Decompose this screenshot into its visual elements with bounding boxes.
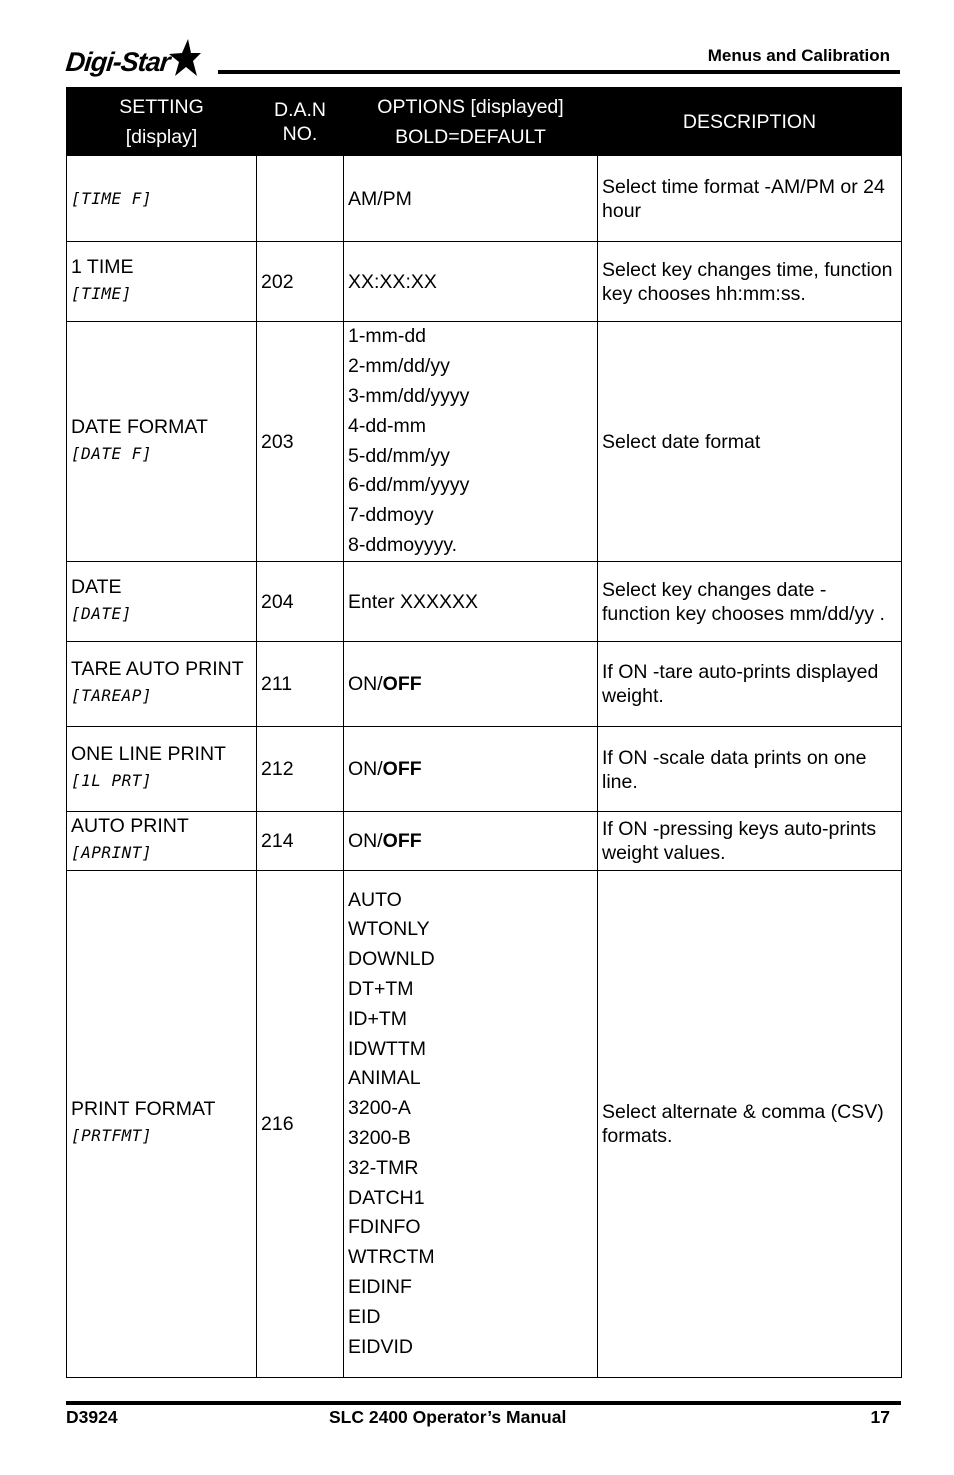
footer-rule <box>66 1401 901 1405</box>
doc-number: D3924 <box>66 1407 118 1427</box>
dan-cell: 216 <box>257 871 344 1378</box>
setting-cell <box>67 322 257 562</box>
description-cell: If ON -scale data prints on one line. <box>598 727 902 812</box>
setting-label: PRINT FORMAT <box>71 1098 216 1120</box>
option-item: DATCH1 <box>348 1186 425 1209</box>
column-header-description: DESCRIPTION <box>598 88 902 156</box>
column-header-setting: SETTING [display] <box>67 88 257 156</box>
option-item: AUTO <box>348 888 402 911</box>
options-cell: XX:XX:XX <box>344 242 598 322</box>
display-code: [TIME] <box>71 283 132 303</box>
options-cell <box>344 322 598 562</box>
star-icon <box>166 38 202 78</box>
default-option: OFF <box>382 673 422 695</box>
display-code: [DATE] <box>71 603 132 623</box>
description-cell: Select key changes time, function key chooses hh:mm:ss. <box>598 242 902 322</box>
setting-cell <box>67 871 257 1378</box>
setting-label: ONE LINE PRINT <box>71 743 226 765</box>
table-row <box>67 562 902 642</box>
default-option: OFF <box>382 758 422 780</box>
display-code: [TAREAP] <box>71 686 153 705</box>
dan-cell: 204 <box>257 562 344 642</box>
options-cell: ON/OFF <box>344 812 598 871</box>
description-cell: Select key changes date - function key chooses mm/dd/yy . <box>598 562 902 642</box>
setting-label: DATE FORMAT <box>71 415 208 438</box>
option-item: 5-dd/mm/yy <box>348 444 450 467</box>
option-item: ID+TM <box>348 1007 408 1030</box>
option-item: 32-TMR <box>348 1156 419 1179</box>
settings-table <box>66 87 902 1378</box>
section-title: Menus and Calibration <box>707 46 890 65</box>
option-item: EIDINF <box>348 1275 412 1298</box>
dan-cell: 202 <box>257 242 344 322</box>
default-option: OFF <box>382 830 422 852</box>
page-footer <box>66 1407 890 1431</box>
table-header-row <box>67 88 902 156</box>
page-header <box>66 36 900 78</box>
description-cell: Select time format -AM/PM or 24 hour <box>598 156 902 242</box>
display-code: [DATE F] <box>71 443 153 463</box>
description-cell: If ON -tare auto-prints displayed weight. <box>598 642 902 727</box>
option-item: DT+TM <box>348 978 414 1001</box>
setting-cell <box>67 642 257 727</box>
column-header-options: OPTIONS [displayed] BOLD=DEFAULT <box>344 88 598 156</box>
column-header-dan: D.A.N NO. <box>257 88 344 156</box>
option-item: 3-mm/dd/yyyy <box>348 384 470 407</box>
manual-title: SLC 2400 Operator’s Manual <box>329 1407 567 1427</box>
description-cell: Select date format <box>598 322 902 562</box>
setting-cell <box>67 156 257 242</box>
dan-cell: 212 <box>257 727 344 812</box>
display-code: [TIME F] <box>71 188 153 208</box>
table-row <box>67 642 902 727</box>
options-cell <box>344 871 598 1378</box>
table-row <box>67 812 902 871</box>
option-item: 3200-A <box>348 1097 411 1120</box>
option-item: 6-dd/mm/yyyy <box>348 474 470 497</box>
description-cell: Select alternate & comma (CSV) formats. <box>598 871 902 1378</box>
options-cell: AM/PM <box>344 156 598 242</box>
option-item: 1-mm-dd <box>348 325 427 348</box>
option-item: 7-ddmoyy <box>348 504 434 527</box>
option-item: EID <box>348 1305 381 1328</box>
option-item: 3200-B <box>348 1127 411 1149</box>
option-item: 2-mm/dd/yy <box>348 355 450 378</box>
option-item: DOWNLD <box>348 948 435 971</box>
logo-text: Digi-Star <box>64 47 172 77</box>
setting-label: AUTO PRINT <box>71 815 189 837</box>
table-row <box>67 156 902 242</box>
setting-label: 1 TIME <box>71 255 134 278</box>
table-row <box>67 871 902 1378</box>
table-row <box>67 242 902 322</box>
table-row <box>67 727 902 812</box>
dan-cell: 211 <box>257 642 344 727</box>
option-item: WTONLY <box>348 918 430 941</box>
table-row <box>67 322 902 562</box>
options-cell: ON/OFF <box>344 642 598 727</box>
display-code: [APRINT] <box>71 843 153 862</box>
header-rule <box>218 70 900 74</box>
option-item: WTRCTM <box>348 1246 435 1269</box>
display-code: [PRTFMT] <box>71 1126 153 1145</box>
display-code: [1L PRT] <box>71 771 153 790</box>
setting-label: TARE AUTO PRINT <box>71 658 244 680</box>
option-item: IDWTTM <box>348 1037 426 1060</box>
option-item: EIDVID <box>348 1335 414 1358</box>
description-cell: If ON -pressing keys auto-prints weight values. <box>598 812 902 871</box>
setting-label: DATE <box>71 575 122 598</box>
dan-cell <box>257 156 344 242</box>
setting-cell <box>67 727 257 812</box>
setting-cell <box>67 242 257 322</box>
digi-star-logo <box>66 38 202 78</box>
option-item: 4-dd-mm <box>348 414 427 437</box>
setting-cell <box>67 562 257 642</box>
option-item: FDINFO <box>348 1216 421 1239</box>
setting-cell <box>67 812 257 871</box>
dan-cell: 214 <box>257 812 344 871</box>
option-item: ANIMAL <box>348 1067 421 1090</box>
options-cell: ON/OFF <box>344 727 598 812</box>
page-number: 17 <box>870 1407 890 1427</box>
dan-cell: 203 <box>257 322 344 562</box>
options-cell: Enter XXXXXX <box>344 562 598 642</box>
option-item: 8-ddmoyyyy. <box>348 533 458 556</box>
